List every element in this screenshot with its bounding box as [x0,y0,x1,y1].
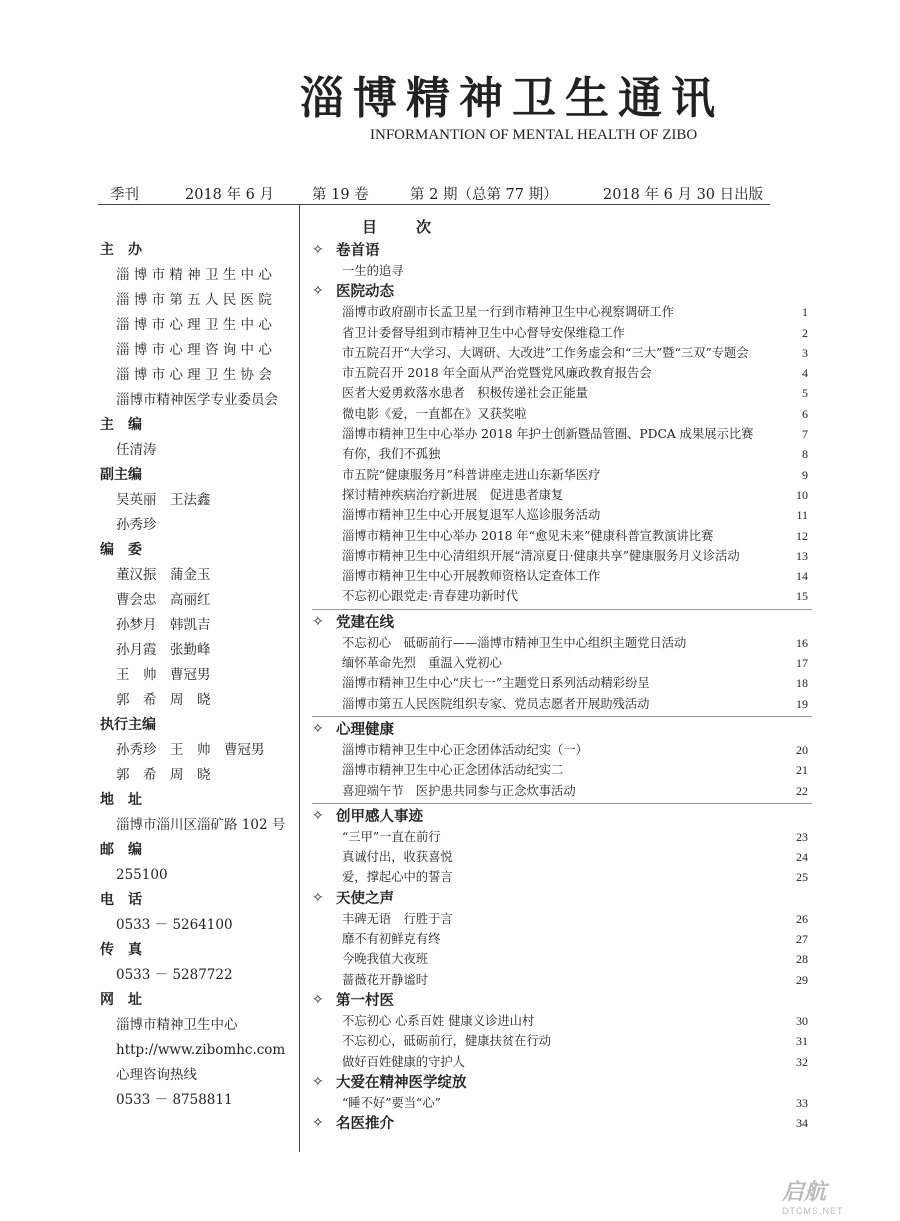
masthead-entry: 孙秀珍 [116,517,157,533]
meta-month: 2018 年 6 月 [185,187,274,203]
toc-entry-title: 医者大爱勇救落水患者 积极传递社会正能量 [342,386,588,401]
masthead-heading: 电 话 [100,892,142,908]
toc-page-number: 10 [796,487,808,502]
diamond-icon: ✧ [312,1115,324,1132]
toc-entry[interactable] [312,363,812,383]
toc-entry[interactable] [312,929,812,949]
toc-entry[interactable] [312,404,812,424]
toc-entry-title: 微电影《爱，一直都在》又获奖啦 [342,406,527,421]
toc-entry[interactable] [312,673,812,693]
toc-page-number: 5 [802,386,808,401]
toc-entry[interactable] [312,740,812,760]
diamond-icon: ✧ [312,991,324,1008]
toc-page-number: 7 [802,427,808,442]
toc-entry[interactable] [312,1093,812,1113]
column-divider [299,204,300,1152]
masthead-entry: http://www.zibomhc.com [116,1042,286,1058]
toc-entry-title: 淄博市第五人民医院组织专家、党员志愿者开展助残活动 [342,696,650,711]
toc-entry-title: 蔷薇花开静谧时 [342,972,429,987]
toc-entry[interactable] [312,485,812,505]
toc-entry-title: 市五院召开“大学习、大调研、大改进”工作务虚会和“三大”暨“三双”专题会 [342,345,749,360]
masthead-entry: 王 帅 曹冠男 [116,667,211,683]
toc-entry[interactable] [312,827,812,847]
toc-section-name: 第一村医 [336,991,394,1009]
toc-entry[interactable] [312,847,812,867]
toc-page-number: 30 [796,1013,808,1028]
toc-entry-title: 靡不有初鲜克有终 [342,932,441,947]
toc-entry[interactable] [312,586,812,606]
toc-section [312,803,812,827]
masthead-heading: 主 编 [100,417,142,433]
masthead-entry: 心理咨询热线 [116,1067,197,1083]
toc-page-number: 9 [802,467,808,482]
toc-entry-title: 真诚付出，收获喜悦 [342,850,453,865]
diamond-icon: ✧ [312,613,324,630]
toc-page-number: 20 [796,742,808,757]
diamond-icon: ✧ [312,720,324,737]
toc-section [312,1072,812,1093]
toc-entry-title: “三甲”一直在前行 [342,829,441,844]
masthead-entry: 0533 － 5287722 [116,967,233,983]
masthead-heading: 传 真 [100,942,142,958]
toc-page-number: 14 [796,569,808,584]
masthead-entry: 郭 希 周 晓 [116,767,211,783]
masthead-entry: 255100 [116,867,168,883]
toc-page-number: 2 [802,325,808,340]
toc-page-number: 1 [802,305,808,320]
toc-entry-title: 不忘初心 心系百姓 健康义诊进山村 [342,1013,535,1028]
masthead-entry: 淄博市淄川区淄矿路 102 号 [116,817,286,833]
toc-entry-title: 淄博市精神卫生中心举办 2018 年护士创新暨品管圈、PDCA 成果展示比赛 [342,427,754,442]
toc-entry-title: 淄博市精神卫生中心清组织开展“清凉夏日·健康共享”健康服务月义诊活动 [342,548,740,563]
toc-section [312,240,812,261]
masthead-entry: 郭 希 周 晓 [116,692,211,708]
toc-section [312,716,812,740]
toc-page-number: 16 [796,635,808,650]
toc-page-number: 11 [796,508,808,523]
toc-entry[interactable] [312,302,812,322]
toc-page-number: 12 [796,528,808,543]
masthead-entry: 淄 博 市 心 理 卫 生 协 会 [116,367,272,383]
toc-entry-title: 淄博市精神卫生中心正念团体活动纪实（一） [342,742,588,757]
masthead-heading: 执行主编 [100,717,156,733]
toc-page-number: 31 [796,1034,808,1049]
masthead-entry: 0533 － 5264100 [116,917,233,933]
toc-page-number: 23 [796,829,808,844]
toc-entry[interactable] [312,653,812,673]
toc-entry[interactable] [312,465,812,485]
header-divider [98,204,770,205]
toc-section-name: 党建在线 [336,613,394,631]
toc-entry-title: 省卫计委督导组到市精神卫生中心督导安保维稳工作 [342,325,625,340]
toc-entry-title: 淄博市政府副市长孟卫星一行到市精神卫生中心视察调研工作 [342,305,675,320]
masthead-entry: 孙梦月 韩凯吉 [116,617,211,633]
toc-entry-title: 市五院召开 2018 年全面从严治党暨党风廉政教育报告会 [342,366,652,381]
toc-title: 目 次 [362,218,444,236]
masthead-heading: 地 址 [100,792,142,808]
table-of-contents [312,214,812,1134]
diamond-icon: ✧ [312,807,324,824]
toc-section [312,990,812,1011]
toc-page-number: 18 [796,676,808,691]
toc-page-number: 26 [796,911,808,926]
toc-entry[interactable] [312,909,812,929]
toc-section [312,609,812,633]
toc-entry-title: 今晚我值大夜班 [342,952,429,967]
toc-page-number: 33 [796,1095,808,1110]
toc-entry[interactable] [312,505,812,525]
diamond-icon: ✧ [312,1073,324,1090]
toc-page-number: 3 [802,345,808,360]
masthead-entry: 孙月霞 张勤峰 [116,642,211,658]
journal-title: 淄博精神卫生通讯 [300,73,724,124]
toc-entry-title: 有你，我们不孤独 [342,447,441,462]
toc-page-number: 27 [796,932,808,947]
toc-entry[interactable] [312,566,812,586]
toc-page-number: 15 [796,589,808,604]
toc-entry-title: 市五院“健康服务月”科普讲座走进山东新华医疗 [342,467,601,482]
toc-entry-title: 淄博市精神卫生中心举办 2018 年“愈见未来”健康科普宣教演讲比赛 [342,528,714,543]
toc-entry[interactable] [312,261,812,281]
masthead-heading: 主 办 [100,242,142,258]
toc-page-number: 22 [796,783,808,798]
diamond-icon: ✧ [312,889,324,906]
toc-page-number: 17 [796,656,808,671]
toc-entry[interactable] [312,1011,812,1031]
toc-page-number: 13 [796,548,808,563]
toc-page-number: 29 [796,972,808,987]
toc-page-number: 28 [796,952,808,967]
toc-entry[interactable] [312,760,812,780]
masthead-entry: 曹会忠 高丽红 [116,592,211,608]
toc-entry[interactable] [312,970,812,990]
toc-section-name: 创甲感人事迹 [336,807,423,825]
toc-page-number: 8 [802,447,808,462]
masthead-heading: 编 委 [100,542,142,558]
masthead-entry: 孙秀珍 王 帅 曹冠男 [116,742,265,758]
toc-section [312,281,812,302]
toc-section-name: 大爱在精神医学绽放 [336,1073,467,1091]
toc-entry-title: 一生的追寻 [342,264,404,278]
masthead-entry: 淄博市精神医学专业委员会 [116,392,278,408]
toc-section-name: 心理健康 [336,720,394,738]
toc-entry-title: 淄博市精神卫生中心开展教师资格认定查体工作 [342,569,601,584]
toc-entry[interactable] [312,949,812,969]
toc-entry-title: 缅怀革命先烈 重温入党初心 [342,656,502,671]
toc-entry-title: 淄博市精神卫生中心正念团体活动纪实二 [342,763,564,778]
diamond-icon: ✧ [312,283,324,300]
masthead-entry: 董汉振 蒲金玉 [116,567,211,583]
masthead-heading: 网 址 [100,992,142,1008]
toc-entry-title: 不忘初心跟党走·青春建功新时代 [342,589,519,604]
toc-entry-title: 淄博市精神卫生中心“庆七一”主题党日系列活动精彩纷呈 [342,676,650,691]
toc-entry-title: 探讨精神疾病治疗新进展 促进患者康复 [342,487,564,502]
toc-entry-title: “睡不好”要当“心” [342,1095,441,1110]
meta-issue: 第 2 期（总第 77 期） [410,187,558,203]
toc-page-number: 25 [796,870,808,885]
toc-page-number: 34 [796,1116,808,1131]
toc-entry[interactable] [312,383,812,403]
toc-section [312,888,812,909]
watermark-url: DTCMS.NET [782,1206,844,1216]
masthead-entry: 淄 博 市 心 理 卫 生 中 心 [116,317,272,333]
toc-entry[interactable] [312,546,812,566]
masthead-entry: 淄 博 市 第 五 人 民 医 院 [116,292,272,308]
toc-entry[interactable] [312,694,812,714]
toc-entry[interactable] [312,1031,812,1051]
toc-section-name: 卷首语 [336,242,380,259]
toc-entry-title: 丰碑无语 行胜于言 [342,911,453,926]
masthead-heading: 邮 编 [100,842,142,858]
masthead-entry: 任清涛 [116,442,157,458]
meta-frequency: 季刊 [110,187,139,203]
toc-entry[interactable] [312,444,812,464]
toc-entry-title: 爱，撑起心中的誓言 [342,870,453,885]
watermark [782,1175,882,1216]
toc-section-name: 名医推介 [336,1115,394,1133]
masthead-entry: 吴英丽 王法鑫 [116,492,211,508]
meta-volume: 第 19 卷 [312,187,369,203]
toc-entry[interactable] [312,781,812,801]
meta-publish-date: 2018 年 6 月 30 日出版 [603,187,764,203]
toc-entry-title: 不忘初心 砥砺前行——淄博市精神卫生中心组织主题党日活动 [342,635,687,650]
toc-page-number: 24 [796,850,808,865]
toc-page-number: 19 [796,696,808,711]
toc-entry-title: 喜迎端午节 医护患共同参与正念炊事活动 [342,783,576,798]
toc-entry[interactable] [312,424,812,444]
toc-section-name: 医院动态 [336,283,394,301]
diamond-icon: ✧ [312,242,324,258]
toc-entry-title: 不忘初心，砥砺前行，健康扶贫在行动 [342,1034,552,1049]
toc-entry[interactable] [312,1052,812,1072]
toc-section-name: 天使之声 [336,889,394,907]
toc-entry[interactable] [312,867,812,887]
masthead-entry: 淄 博 市 心 理 咨 询 中 心 [116,342,272,358]
toc-section [312,1113,812,1134]
toc-page-number: 32 [796,1054,808,1069]
toc-entry-title: 淄博市精神卫生中心开展复退军人巡诊服务活动 [342,508,601,523]
journal-subtitle: INFORMANTION OF MENTAL HEALTH OF ZIBO [370,127,698,143]
masthead-column [100,238,290,1113]
masthead-heading: 副主编 [100,467,142,483]
masthead-entry: 淄博市精神卫生中心 [116,1017,238,1033]
toc-page-number: 4 [802,366,808,381]
toc-page-number: 21 [796,763,808,778]
watermark-logo: 启航 [782,1179,827,1204]
toc-entry-title: 做好百姓健康的守护人 [342,1054,465,1069]
masthead-entry: 0533 － 8758811 [116,1092,233,1108]
toc-page-number: 6 [802,406,808,421]
toc-entry[interactable] [312,323,812,343]
toc-entry[interactable] [312,633,812,653]
masthead-entry: 淄 博 市 精 神 卫 生 中 心 [116,267,272,283]
toc-entry[interactable] [312,526,812,546]
toc-entry[interactable] [312,343,812,363]
